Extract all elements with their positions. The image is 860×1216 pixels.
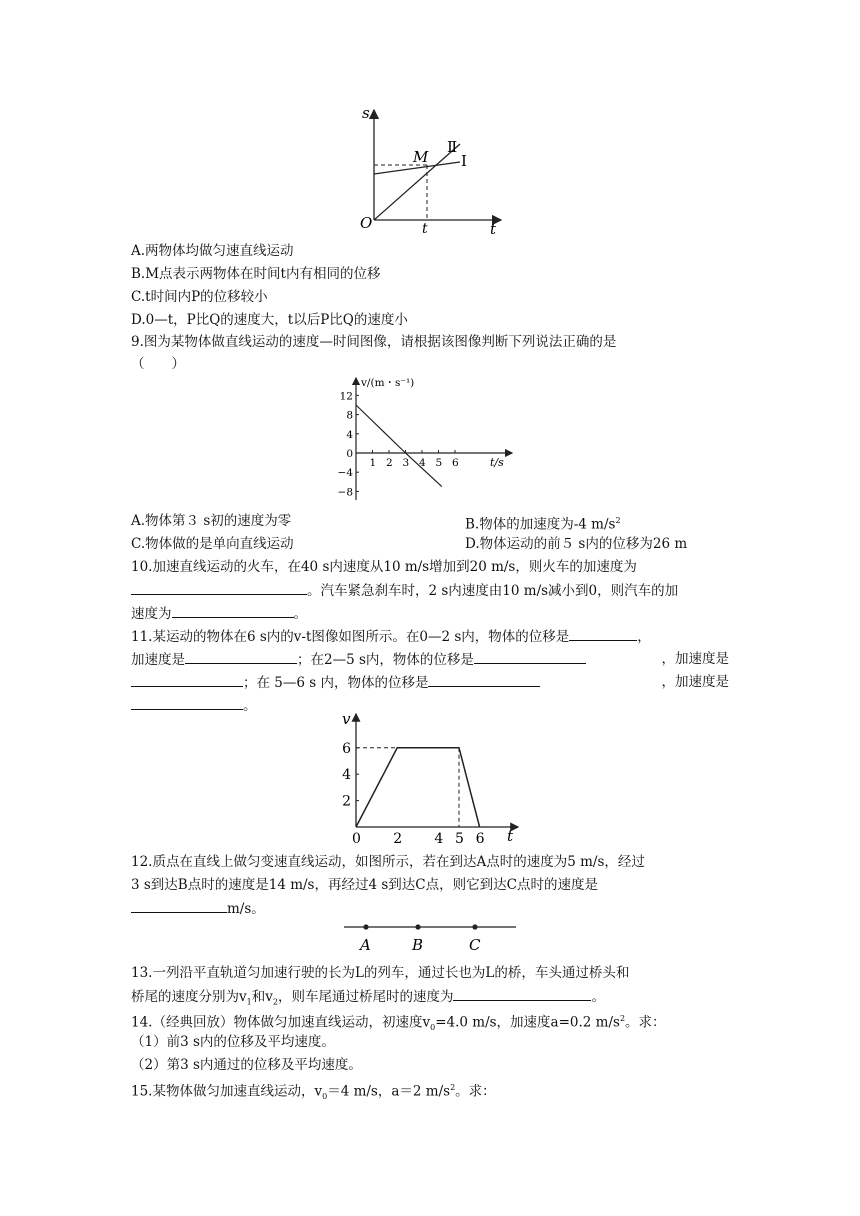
q8-option-a: A.两物体均做匀速直线运动 [131, 243, 294, 259]
q11-blank-1[interactable] [569, 626, 637, 641]
vt1-y-tick-label: −8 [337, 486, 353, 499]
q11-blank-6[interactable] [131, 695, 243, 710]
point-c-label: C [469, 936, 481, 954]
point-a [363, 924, 368, 929]
vt2-y-label: v [342, 710, 351, 728]
st-graph [356, 100, 506, 238]
q10-line1: 10.加速直线运动的火车，在40 s内速度从10 m/s增加到20 m/s，则火车的加速度为 [131, 559, 637, 575]
vt1-y-tick-label: −4 [337, 467, 353, 480]
q15-line1: 15.某物体做匀加速直线运动，$v_0=4$ m/s，a＝2 $m/s^2$。求： [131, 1083, 496, 1102]
q8-option-c: C.t时间内P的位移较小 [131, 289, 268, 305]
vt2-x-tick-label: 2 [393, 831, 403, 847]
q14-line1: 14.（经典回放）物体做匀加速直线运动，初速度$v_0=4.0$ m/s，加速度a=0.2 $m/s^2$。求： [131, 1014, 666, 1033]
point-a-label: A [360, 936, 371, 954]
q12-line3: m/s。 [131, 898, 265, 919]
q10-line3: 速度为 。 [131, 603, 307, 624]
point-b-label: B [412, 936, 424, 954]
vt1-x-tick-label: 5 [435, 457, 443, 469]
st-label-M: M [413, 148, 429, 166]
q13-line2: 桥尾的速度分别为$v_1$和$v_2$，则车尾通过桥尾时的速度为 。 [131, 986, 605, 1013]
q11-blank-2[interactable] [185, 649, 297, 664]
st-label-t-axis: t [490, 220, 497, 238]
vt1-x-tick-label: 1 [369, 457, 377, 469]
vt-graph-q9 [337, 372, 520, 506]
vt-graph-q11 [334, 708, 524, 846]
q11-line1: 11.某运动的物体在6 s内的v-t图像如图所示。在0—2 s内，物体的位移是 ， [131, 626, 651, 647]
q12-line1: 12.质点在直线上做匀变速直线运动，如图所示，若在到达A点时的速度为5 m/s，经过 [131, 854, 645, 870]
point-c [472, 924, 477, 929]
vt1-x-tick-label: 3 [402, 457, 410, 469]
q11-blank-3[interactable] [474, 649, 586, 664]
vt2-x-tick-label: 5 [455, 831, 464, 847]
q10-blank-2[interactable] [172, 603, 294, 618]
q11-line3: ；在 5—6 s 内，物体的位移是 ，加速度是 [131, 672, 729, 693]
q9-option-a: A.物体第３ s初的速度为零 [131, 513, 292, 529]
q9-stem: 9.图为某物体做直线运动的速度—时间图像，请根据该图像判断下列说法正确的是 [131, 334, 617, 350]
vt1-y-label: v/(m・s⁻¹) [361, 377, 415, 389]
q12-line2: 3 s到达B点时的速度是14 m/s，再经过4 s到达C点，则它到达C点时的速度是 [131, 877, 598, 893]
q9-option-b: B.物体的加速度为-4 $m/s^2$ [465, 516, 621, 533]
q9-option-c: C.物体做的是单向直线运动 [131, 536, 294, 552]
q14-sub1: （1）前3 s内的位移及平均速度。 [131, 1034, 335, 1050]
q11-blank-5[interactable] [428, 672, 540, 687]
vt1-x-tick-label: 6 [452, 457, 459, 469]
q13-blank-1[interactable] [453, 986, 591, 1001]
points-line-diagram [338, 916, 524, 956]
st-label-origin: O [360, 214, 373, 232]
vt2-series-line [356, 748, 480, 827]
vt1-y-tick-label: 0 [346, 448, 353, 460]
q8-option-d: D.0—t，P比Q的速度大，t以后P比Q的速度小 [131, 312, 408, 328]
q13-line1: 13.一列沿平直轨道匀加速行驶的长为L的列车，通过长也为L的桥，车头通过桥头和 [131, 965, 630, 981]
q9-paren: （ ） [131, 356, 185, 372]
st-label-t-mark: t [422, 221, 428, 237]
vt1-x-tick-label: 2 [386, 457, 393, 469]
point-b [415, 924, 420, 929]
vt2-y-tick-label: 4 [342, 767, 351, 784]
vt1-y-tick-label: 12 [339, 390, 353, 403]
q12-blank-1[interactable] [131, 898, 227, 913]
q11-blank-4[interactable] [131, 672, 243, 687]
vt1-y-tick-label: 4 [346, 428, 353, 441]
vt1-series-line [356, 405, 442, 487]
q11-line2: 加速度是 ；在2—5 s内，物体的位移是 ，加速度是 [131, 651, 729, 668]
st-label-I: Ⅰ [461, 152, 467, 170]
vt2-y-tick-label: 6 [342, 740, 351, 757]
vt2-y-tick-label: 2 [342, 793, 351, 810]
st-label-s: s [362, 104, 370, 122]
q8-option-b: B.M点表示两物体在时间t内有相同的位移 [131, 266, 381, 282]
vt2-x-tick-label: 0 [352, 831, 361, 847]
q11-line4: 。 [131, 695, 257, 716]
vt1-x-label: t/s [490, 456, 504, 469]
q10-line2: 。汽车紧急刹车时，2 s内速度由10 m/s减小到0，则汽车的加 [131, 580, 678, 601]
q10-blank-1[interactable] [131, 580, 307, 595]
q14-sub2: （2）第3 s内通过的位移及平均速度。 [131, 1057, 362, 1073]
vt1-x-tick-label: 4 [419, 457, 426, 469]
vt2-x-tick-label: 4 [434, 831, 444, 847]
vt2-x-tick-label: 6 [475, 831, 485, 847]
vt2-x-label: t [507, 827, 514, 845]
vt1-y-tick-label: 8 [346, 409, 353, 422]
q9-option-d: D.物体运动的前５ s内的位移为26 m [465, 536, 688, 552]
st-label-II: Ⅱ [447, 138, 458, 156]
